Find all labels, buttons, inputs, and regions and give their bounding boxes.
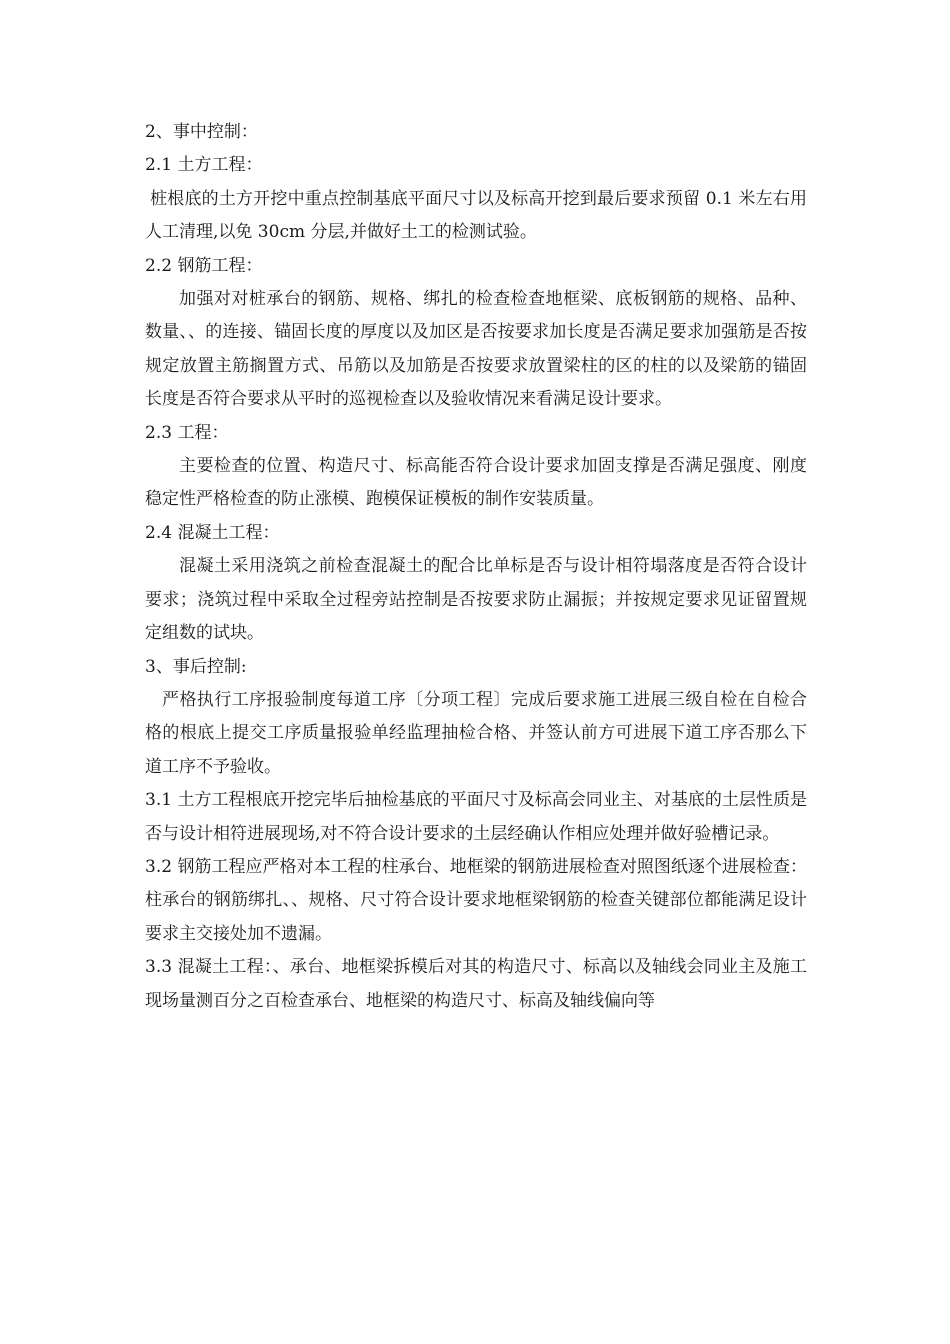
document-body [145,116,807,1018]
heading-2-4-concrete: 2.4 混凝土工程： [145,522,280,543]
paragraph-3-2-rebar: 3.2 钢筋工程应严格对本工程的柱承台、地框梁的钢筋进展检查对照图纸逐个进展检查：柱承台的钢筋绑扎、、规格、尺寸符合设计要求地框梁钢筋的检查关键部位都能满足设计要求主交接处加不遗漏。 [145,856,807,944]
paragraph-concrete-pouring: 混凝土采用浇筑之前检查混凝土的配合比单标是否与设计相符塌落度是否符合设计要求；浇筑过程中采取全过程旁站控制是否按要求防止漏振；并按规定要求见证留置规定组数的试块。 [145,556,807,644]
heading-3-post-control: 3、事后控制: [145,656,247,677]
heading-2-in-process-control: 2、事中控制： [145,122,258,142]
heading-2-1-earthwork: 2.1 土方工程： [145,155,263,176]
heading-2-3-works: 2.3 工程： [145,422,229,443]
paragraph-process-acceptance: 严格执行工序报验制度每道工序〔分项工程〕完成后要求施工进展三级自检在自检合格的根底上提交工序质量报验单经监理抽检合格、并签认前方可进展下道工序否那么下道工序不予验收。 [145,689,807,777]
paragraph-rebar-inspection: 加强对对桩承台的钢筋、规格、绑扎的检查检查地框梁、底板钢筋的规格、品种、数量、、的连接、锚固长度的厚度以及加区是否按要求加长度是否满足要求加强筋是否按规定放置主筋搁置方式、吊筋以及加筋是否按要求放置梁柱的区的柱的以及梁筋的锚固长度是否符合要求从平时的巡视检查以及验收情况来看满足设计要求。 [145,289,807,410]
paragraph-3-1-earthwork: 3.1 土方工程根底开挖完毕后抽检基底的平面尺寸及标高会同业主、对基底的土层性质是否与设计相符进展现场,对不符合设计要求的土层经确认作相应处理并做好验槽记录。 [145,790,807,844]
paragraph-earthwork-excavation: 桩根底的土方开挖中重点控制基底平面尺寸以及标高开挖到最后要求预留 0.1 米左右用人工清理,以免 30cm 分层,并做好土工的检测试验。 [145,188,807,243]
paragraph-formwork-inspection: 主要检查的位置、构造尺寸、标高能否符合设计要求加固支撑是否满足强度、刚度稳定性严格检查的防止涨模、跑模保证模板的制作安装质量。 [145,456,807,510]
paragraph-3-3-concrete: 3.3 混凝土工程：、承台、地框梁拆模后对其的构造尺寸、标高以及轴线会同业主及施工现场量测百分之百检查承台、地框梁的构造尺寸、标高及轴线偏向等 [145,957,807,1011]
heading-2-2-rebar: 2.2 钢筋工程： [145,255,263,276]
